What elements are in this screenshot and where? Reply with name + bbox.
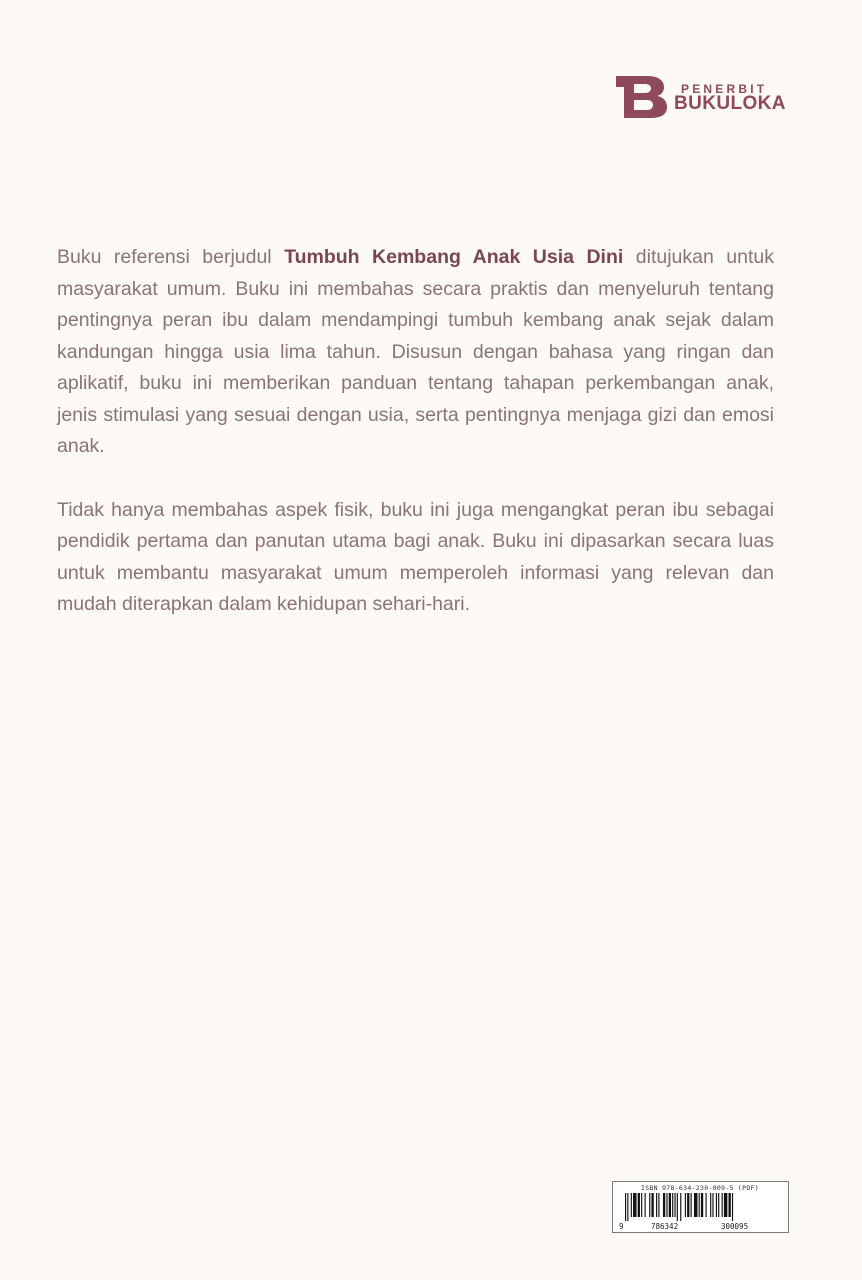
barcode-lead-digit: 9 xyxy=(619,1222,624,1231)
blurb-paragraph-1 xyxy=(57,242,774,463)
back-cover-blurb xyxy=(57,242,774,653)
barcode-digits-right: 300095 xyxy=(721,1222,749,1231)
blurb-p1-body: ditujukan untuk masyarakat umum. Buku ini membahas secara praktis dan menyeluruh tentang pentingnya peran ibu dalam mendampingi tumbuh kembang anak sejak dalam kandungan hingga usia lima tahun. Disusun dengan bahasa yang ringan dan aplikatif, buku ini memberikan panduan tentang tahapan perkembangan anak, jenis stimulasi yang sesuai dengan usia, serta pentingnya menjaga gizi dan emosi anak. xyxy=(57,246,774,457)
bukuloka-b-logo-icon xyxy=(614,74,672,120)
blurb-p1-intro: Buku referensi berjudul xyxy=(57,246,285,268)
barcode-digits-left: 786342 xyxy=(651,1222,679,1231)
isbn-barcode xyxy=(612,1181,789,1233)
publisher-logo xyxy=(614,74,794,120)
blurb-paragraph-2: Tidak hanya membahas aspek fisik, buku ini juga mengangkat peran ibu sebagai pendidik pertama dan panutan utama bagi anak. Buku ini dipasarkan secara luas untuk membantu masyarakat umum memperoleh informasi yang relevan dan mudah diterapkan dalam kehidupan sehari-hari. xyxy=(57,498,774,615)
publisher-name: BUKULOKA xyxy=(674,93,786,114)
publisher-label-small: PENERBIT xyxy=(681,82,768,96)
isbn-label: ISBN 978-634-230-009-5 (PDF) xyxy=(641,1184,759,1192)
barcode-bars-icon xyxy=(625,1193,777,1221)
book-title: Tumbuh Kembang Anak Usia Dini xyxy=(284,246,624,268)
